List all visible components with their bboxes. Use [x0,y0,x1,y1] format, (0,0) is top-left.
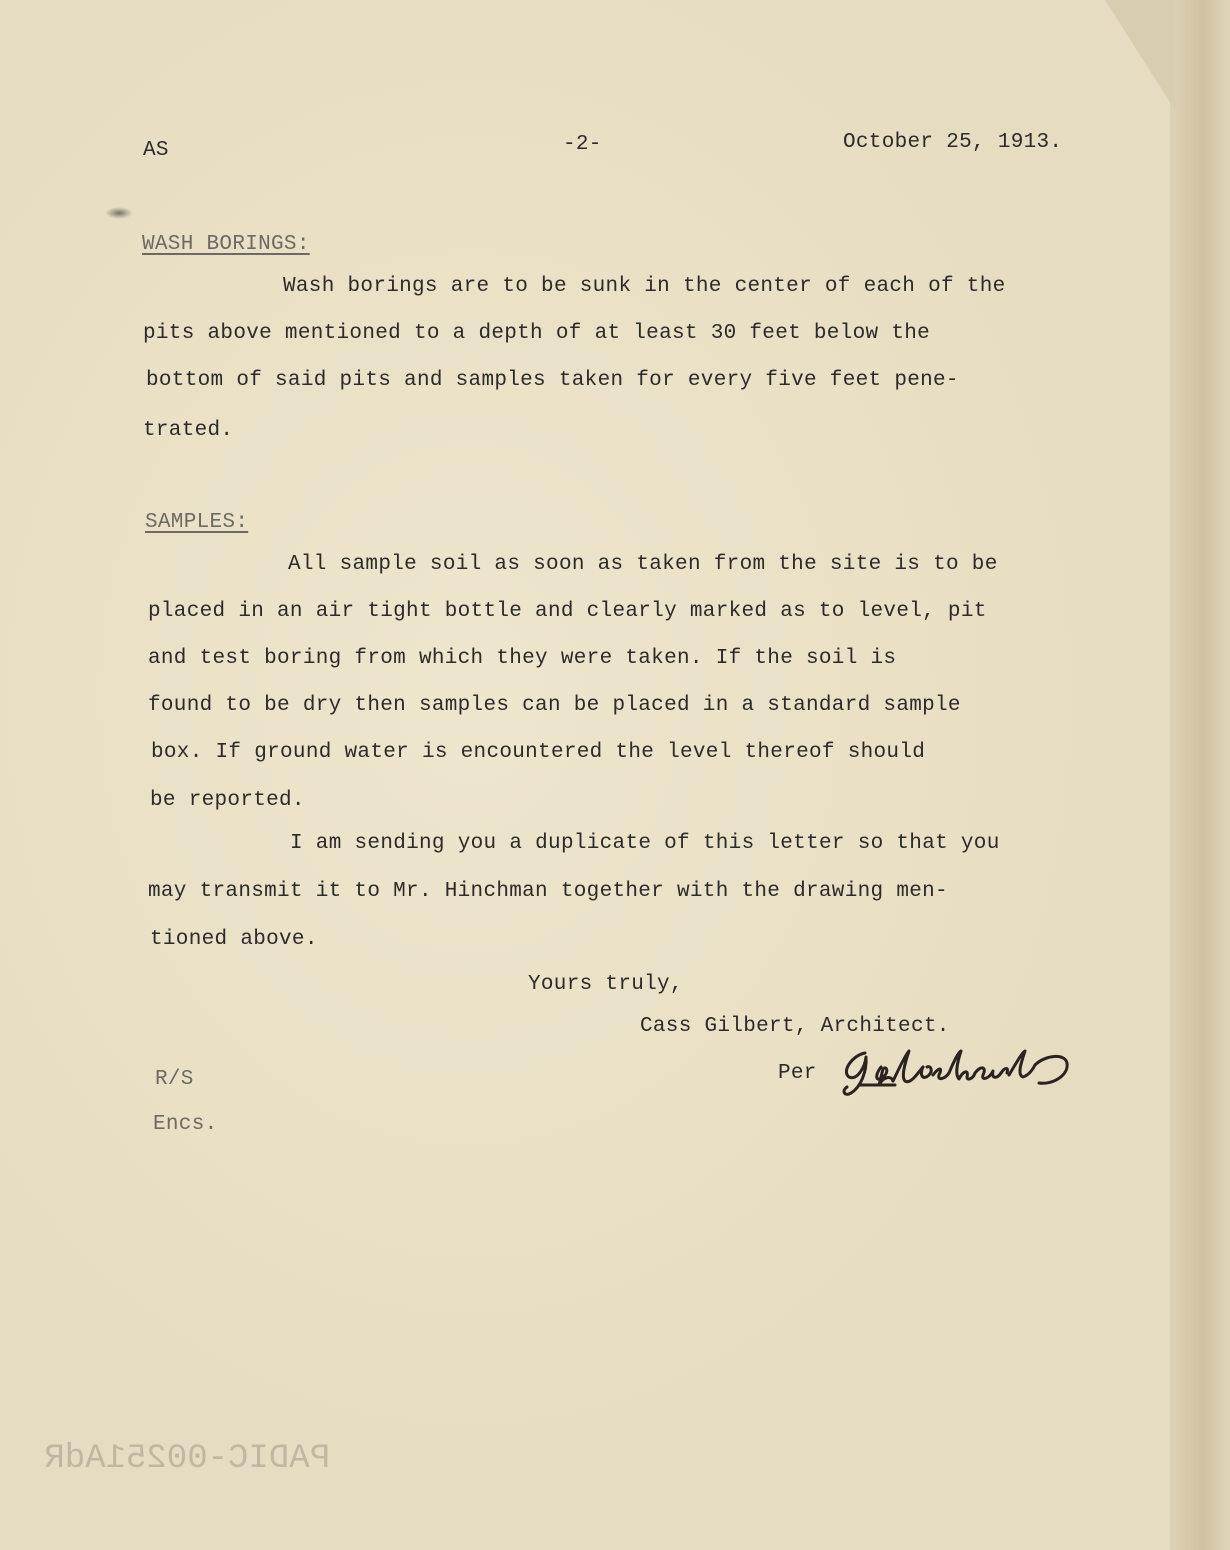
salutation: Yours truly, [528,973,683,996]
letter-date: October 25, 1913. [843,131,1063,154]
handwritten-signature [835,1045,1085,1100]
closing-line-3: tioned above. [150,928,318,951]
samples-heading: SAMPLES: [145,511,249,534]
wash-borings-line-1: Wash borings are to be sunk in the center of each of the [283,275,1006,298]
per-label: Per [778,1062,817,1085]
samples-line-6: be reported. [150,789,305,812]
wash-borings-line-2: pits above mentioned to a depth of at least 30 feet below the [143,322,931,345]
page-edge [1170,0,1230,1550]
samples-line-2: placed in an air tight bottle and clearly marked as to level, pit [148,600,987,623]
reference-initials: R/S [155,1068,194,1091]
archive-stamp: PADIC-00251AdR [44,1440,330,1478]
closing-line-1: I am sending you a duplicate of this letter so that you [290,832,1000,855]
samples-line-1: All sample soil as soon as taken from the site is to be [288,553,998,576]
wash-borings-line-3: bottom of said pits and samples taken for every five feet pene- [146,369,959,392]
typist-initials: AS [143,139,169,162]
page-number: -2- [563,133,602,156]
firm-name: Cass Gilbert, Architect. [640,1015,950,1038]
ink-smudge [105,207,133,219]
wash-borings-line-4: trated. [143,419,234,442]
enclosures-note: Encs. [153,1113,218,1136]
folded-corner [1105,0,1175,110]
closing-line-2: may transmit it to Mr. Hinchman together with the drawing men- [148,880,948,903]
samples-line-3: and test boring from which they were taken. If the soil is [148,647,897,670]
wash-borings-heading: WASH BORINGS: [142,233,310,256]
samples-line-4: found to be dry then samples can be placed in a standard sample [148,694,961,717]
samples-line-5: box. If ground water is encountered the level thereof should [151,741,926,764]
